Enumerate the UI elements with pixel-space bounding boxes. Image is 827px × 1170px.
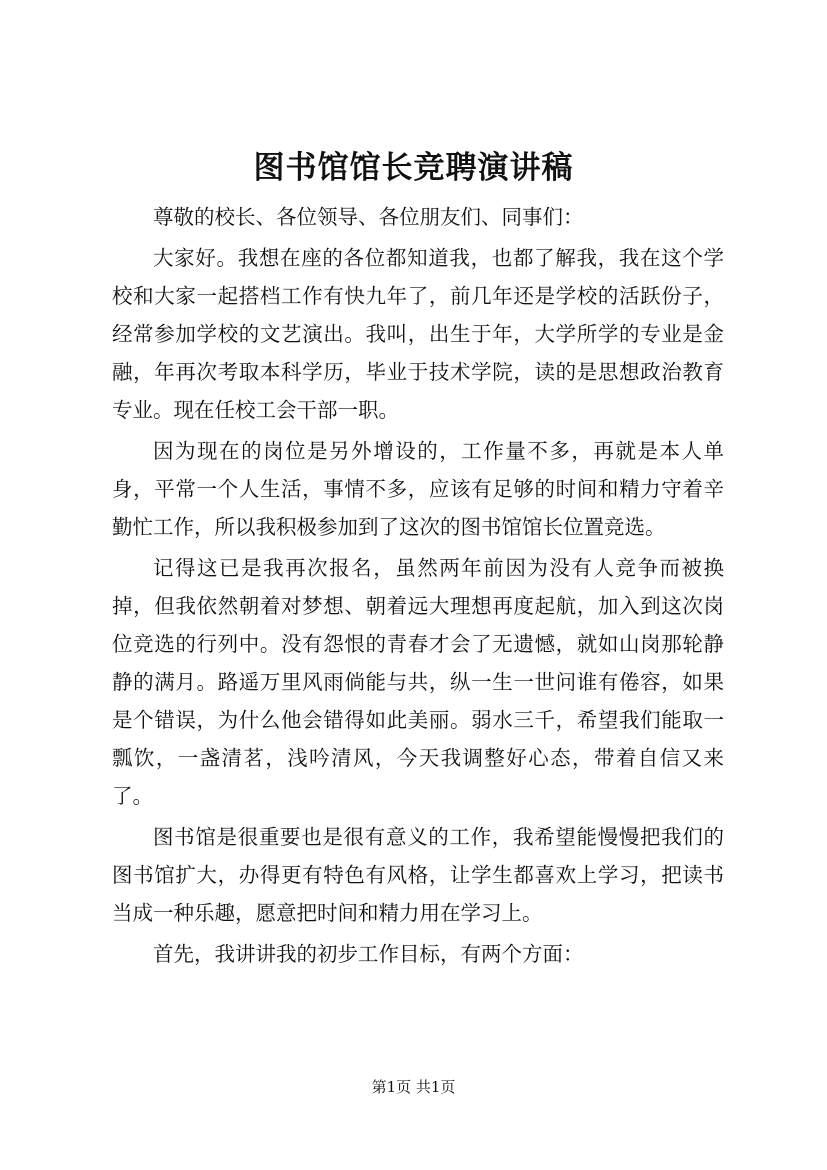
document-body — [112, 198, 724, 976]
paragraph-reason: 因为现在的岗位是另外增设的，工作量不多，再就是本人单身，平常一个人生活，事情不多，应该有足够的时间和精力守着辛勤忙工作，所以我积极参加到了这次的图书馆馆长位置竞选。 — [112, 439, 724, 539]
page-footer: 第1页 共1页 — [371, 1078, 456, 1096]
paragraph-introduction: 大家好。我想在座的各位都知道我，也都了解我，我在这个学校和大家一起搭档工作有快九年了，前几年还是学校的活跃份子，经常参加学校的文艺演出。我叫，出生于年，大学所学的专业是金融，年再次考取本科学历，毕业于技术学院，读的是思想政治教育专业。现在任校工会干部一职。 — [112, 246, 724, 422]
paragraph-salutation: 尊敬的校长、各位领导、各位朋友们、同事们： — [153, 205, 584, 229]
paragraph-goals-intro: 首先，我讲讲我的初步工作目标，有两个方面： — [153, 942, 584, 966]
paragraph-vision: 图书馆是很重要也是很有意义的工作，我希望能慢慢把我们的图书馆扩大，办得更有特色有风格，让学生都喜欢上学习，把读书当成一种乐趣，愿意把时间和精力用在学习上。 — [112, 825, 724, 925]
document-title: 图书馆馆长竞聘演讲稿 — [253, 150, 574, 186]
paragraph-motivation: 记得这已是我再次报名，虽然两年前因为没有人竞争而被换掉，但我依然朝着对梦想、朝着远大理想再度起航，加入到这次岗位竞选的行列中。没有怨恨的青春才会了无遗憾，就如山岗那轮静静的满月。路遥万里风雨倘能与共，纵一生一世问谁有倦容，如果是个错误，为什么他会错得如此美丽。弱水三千，希望我们能取一瓢饮，一盏清茗，浅吟清风，今天我调整好心态，带着自信又来了。 — [112, 556, 724, 808]
